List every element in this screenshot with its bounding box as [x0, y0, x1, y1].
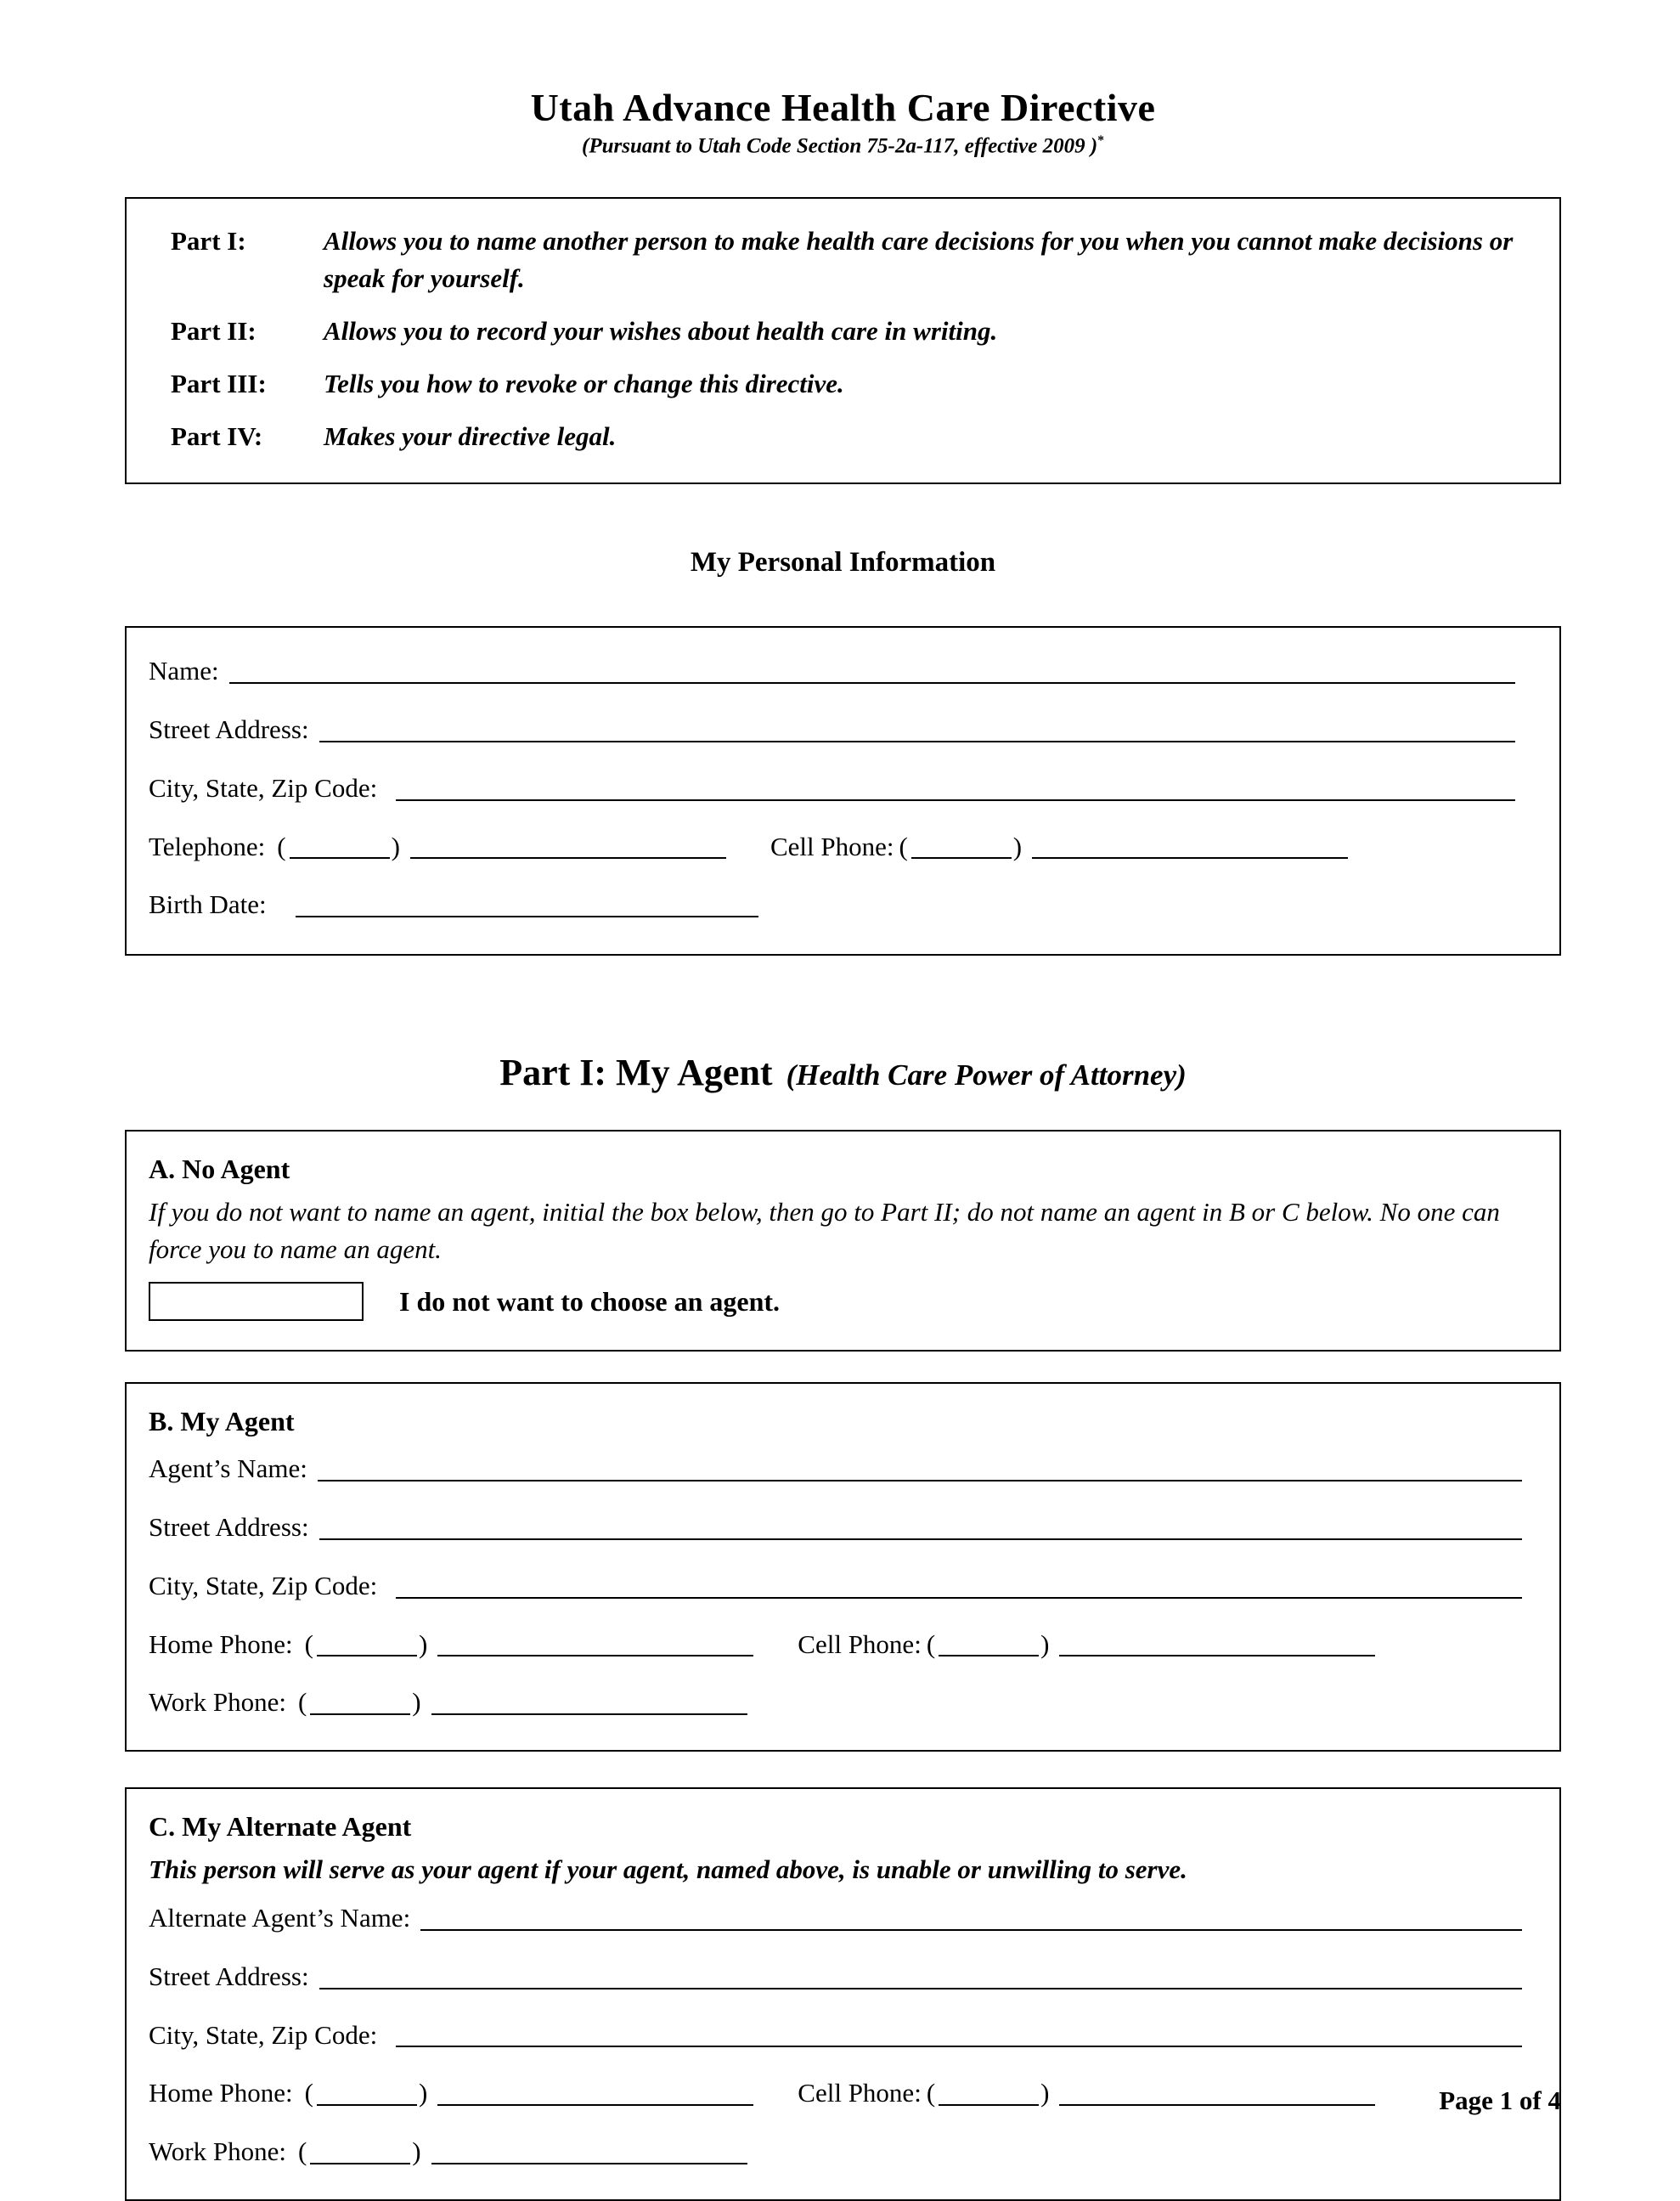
agent-street-input-line[interactable]: [319, 1538, 1522, 1540]
no-agent-initial-row: [149, 1282, 1522, 1321]
part-overview-row-3: [171, 365, 1522, 403]
agent-street-row: [149, 1510, 1522, 1546]
part1-heading-sub: (Health Care Power of Attorney): [786, 1058, 1187, 1092]
part-overview-row-4: [171, 418, 1522, 455]
agent-work-phone-label: Work Phone:: [149, 1687, 286, 1718]
alt-agent-cell-phone-label: Cell Phone:: [798, 2078, 922, 2108]
paren-open: (: [304, 1628, 313, 1659]
agent-name-label: Agent’s Name:: [149, 1453, 307, 1484]
alt-agent-name-row: [149, 1900, 1522, 1937]
section-c-title: C. My Alternate Agent: [149, 1811, 412, 1843]
city-state-zip-input-line[interactable]: [396, 799, 1515, 801]
my-agent-box: [125, 1382, 1561, 1752]
part3-label: Part III:: [171, 369, 267, 399]
paren-open: (: [304, 2078, 313, 2108]
alt-agent-name-input-line[interactable]: [420, 1929, 1522, 1931]
alt-agent-work-phone-label: Work Phone:: [149, 2136, 286, 2167]
agent-home-phone-row: [149, 1627, 1522, 1663]
alt-agent-city-label: City, State, Zip Code:: [149, 2019, 378, 2050]
subtitle-text: (Pursuant to Utah Code Section 75-2a-117, effective 2009 ): [582, 134, 1098, 158]
part1-heading: [125, 1051, 1561, 1094]
alt-agent-home-number-line[interactable]: [437, 2104, 753, 2106]
agent-city-label: City, State, Zip Code:: [149, 1570, 378, 1600]
paren-close: ): [418, 1628, 428, 1659]
paren-open: (: [899, 831, 908, 861]
part4-description: Makes your directive legal.: [324, 421, 617, 452]
no-agent-instructions: If you do not want to name an agent, initial the box below, then go to Part II; do not name an agent in B or C below. No one can force you to name an agent.: [149, 1197, 1500, 1265]
paren-close: ): [412, 1687, 421, 1718]
section-b-title: B. My Agent: [149, 1406, 295, 1437]
no-agent-option-label: I do not want to choose an agent.: [399, 1285, 781, 1317]
agent-name-row: [149, 1451, 1522, 1487]
paren-open: (: [297, 1687, 307, 1718]
street-address-label: Street Address:: [149, 714, 309, 745]
paren-close: ): [418, 2078, 428, 2108]
agent-city-input-line[interactable]: [396, 1597, 1522, 1599]
part3-description: Tells you how to revoke or change this directive.: [324, 369, 844, 399]
initial-box[interactable]: [149, 1282, 364, 1321]
alt-agent-street-row: [149, 1959, 1522, 1995]
agent-home-area-line[interactable]: [317, 1655, 417, 1656]
birth-date-row: [149, 887, 1515, 923]
name-input-line[interactable]: [229, 682, 1515, 684]
footnote-asterisk: *: [1097, 133, 1104, 148]
agent-work-phone-row: [149, 1685, 1522, 1721]
alternate-agent-box: [125, 1787, 1561, 2201]
paren-open: (: [926, 2078, 936, 2108]
part-overview-row-2: [171, 313, 1522, 350]
cell-number-line[interactable]: [1032, 857, 1348, 859]
agent-cell-phone-label: Cell Phone:: [798, 1628, 922, 1659]
telephone-row: [149, 829, 1515, 866]
parts-overview-box: [125, 197, 1561, 484]
alt-agent-city-input-line[interactable]: [396, 2046, 1522, 2047]
alt-agent-home-area-line[interactable]: [317, 2104, 417, 2106]
personal-info-heading: My Personal Information: [690, 547, 996, 578]
alternate-agent-note: This person will serve as your agent if your agent, named above, is unable or unwilling to serve.: [149, 1854, 1187, 1885]
paren-close: ): [391, 831, 400, 861]
alt-agent-name-label: Alternate Agent’s Name:: [149, 1903, 411, 1933]
paren-open: (: [926, 1628, 936, 1659]
part2-description: Allows you to record your wishes about health care in writing.: [324, 316, 998, 347]
agent-cell-number-line[interactable]: [1059, 1655, 1375, 1656]
personal-info-box: [125, 626, 1561, 956]
alt-agent-work-number-line[interactable]: [431, 2163, 747, 2164]
telephone-number-line[interactable]: [410, 857, 726, 859]
alt-agent-cell-area-line[interactable]: [939, 2104, 1039, 2106]
alt-agent-home-phone-row: [149, 2075, 1522, 2112]
alt-agent-city-row: [149, 2018, 1522, 2054]
paren-open: (: [297, 2136, 307, 2167]
document-title: Utah Advance Health Care Directive: [530, 86, 1156, 129]
part1-heading-main: Part I: My Agent: [499, 1052, 773, 1094]
alt-agent-cell-number-line[interactable]: [1059, 2104, 1375, 2106]
city-state-zip-label: City, State, Zip Code:: [149, 772, 378, 803]
agent-street-label: Street Address:: [149, 1512, 309, 1543]
alt-agent-street-input-line[interactable]: [319, 1988, 1522, 1989]
part4-label: Part IV:: [171, 421, 263, 452]
paren-close: ): [1012, 831, 1023, 861]
paren-close: ): [1040, 1628, 1050, 1659]
cell-phone-label: Cell Phone:: [770, 831, 894, 861]
alt-agent-work-phone-row: [149, 2134, 1522, 2170]
part1-description: Allows you to name another person to make health care decisions for you when you cannot make decisions or speak for yourself.: [324, 226, 1514, 294]
street-address-row: [149, 712, 1515, 748]
agent-name-input-line[interactable]: [318, 1480, 1522, 1481]
alt-agent-work-area-line[interactable]: [310, 2163, 410, 2164]
telephone-label: Telephone:: [149, 831, 266, 861]
no-agent-box: [125, 1130, 1561, 1352]
section-a-title: A. No Agent: [149, 1154, 290, 1185]
part1-label: Part I:: [171, 226, 246, 257]
birth-date-label: Birth Date:: [149, 889, 267, 920]
name-row: [149, 653, 1515, 690]
street-address-input-line[interactable]: [319, 741, 1515, 742]
agent-home-phone-label: Home Phone:: [149, 1628, 293, 1659]
birth-date-input-line[interactable]: [296, 916, 758, 917]
cell-area-code-line[interactable]: [911, 857, 1012, 859]
agent-work-number-line[interactable]: [431, 1713, 747, 1715]
paren-open: (: [277, 831, 286, 861]
part-overview-row-1: [171, 223, 1522, 297]
alt-agent-street-label: Street Address:: [149, 1961, 309, 1991]
agent-work-area-line[interactable]: [310, 1713, 410, 1715]
paren-close: ): [1040, 2078, 1050, 2108]
city-state-zip-row: [149, 770, 1515, 807]
paren-close: ): [412, 2136, 421, 2167]
page-number: Page 1 of 4: [1439, 2085, 1561, 2115]
agent-cell-area-line[interactable]: [939, 1655, 1039, 1656]
agent-home-number-line[interactable]: [437, 1655, 753, 1656]
agent-city-row: [149, 1568, 1522, 1605]
telephone-area-code-line[interactable]: [290, 857, 390, 859]
name-label: Name:: [149, 656, 219, 686]
document-subtitle: [125, 133, 1561, 158]
part2-label: Part II:: [171, 316, 257, 347]
alt-agent-home-phone-label: Home Phone:: [149, 2078, 293, 2108]
